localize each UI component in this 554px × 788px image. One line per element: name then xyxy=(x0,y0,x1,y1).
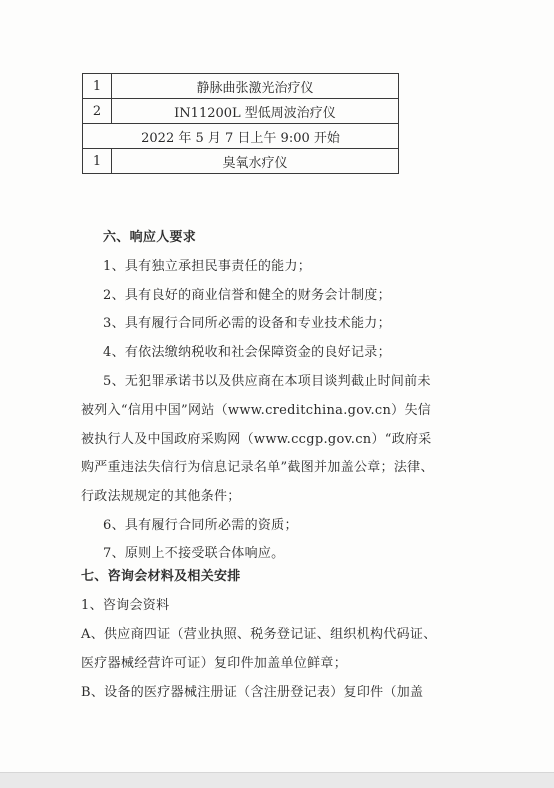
body-line: A、供应商四证（营业执照、税务登记证、组织机构代码证、 xyxy=(81,627,437,642)
section-heading: 六、响应人要求 xyxy=(103,230,197,245)
table-cell-name: IN11200L 型低周波治疗仪 xyxy=(112,99,399,124)
table-cell-schedule: 2022 年 5 月 7 日上午 9:00 开始 xyxy=(83,124,399,149)
body-line: 4、有依法缴纳税收和社会保障资金的良好记录； xyxy=(103,345,391,360)
body-line: 被执行人及中国政府采购网（www.ccgp.gov.cn）“政府采 xyxy=(81,432,432,447)
body-line: 1、咨询会资料 xyxy=(81,598,170,613)
body-line: 2、具有良好的商业信誉和健全的财务会计制度； xyxy=(103,288,391,303)
body-line: 医疗器械经营许可证）复印件加盖单位鲜章； xyxy=(81,656,348,671)
body-line: 5、无犯罪承诺书以及供应商在本项目谈判截止时间前未 xyxy=(103,374,431,389)
table-row xyxy=(83,74,399,99)
table-cell-number: 1 xyxy=(83,149,112,174)
body-line: 被列入“信用中国”网站（www.creditchina.gov.cn）失信 xyxy=(81,403,432,418)
body-line: 购严重违法失信行为信息记录名单”截图并加盖公章；法律、 xyxy=(81,460,434,475)
table-row xyxy=(83,99,399,124)
table-cell-name: 静脉曲张激光治疗仪 xyxy=(112,74,399,99)
table-cell-number: 1 xyxy=(83,74,112,99)
equipment-table xyxy=(82,73,399,174)
body-line: 3、具有履行合同所必需的设备和专业技术能力； xyxy=(103,316,391,331)
body-line: B、设备的医疗器械注册证（含注册登记表）复印件（加盖 xyxy=(81,685,424,700)
body-line: 行政法规规定的其他条件； xyxy=(81,489,241,504)
body-line: 1、具有独立承担民事责任的能力； xyxy=(103,259,312,274)
body-line: 6、具有履行合同所必需的资质； xyxy=(103,518,298,533)
table-cell-name: 臭氧水疗仪 xyxy=(112,149,399,174)
viewer-bottom-bar xyxy=(0,772,554,788)
section-heading: 七、咨询会材料及相关安排 xyxy=(81,569,241,584)
body-line: 7、原则上不接受联合体响应。 xyxy=(103,546,285,561)
table-row xyxy=(83,124,399,149)
table-row xyxy=(83,149,399,174)
table-cell-number: 2 xyxy=(83,99,112,124)
